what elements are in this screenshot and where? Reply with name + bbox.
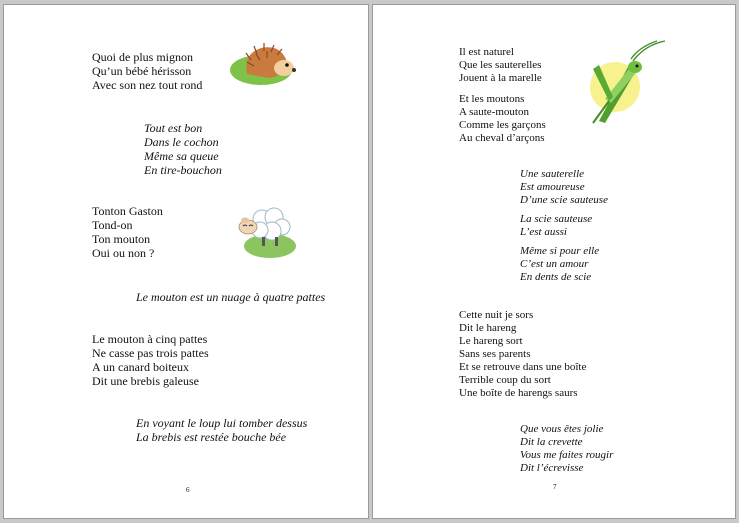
poem-line: Oui ou non ? [92, 246, 155, 260]
poem-line: Sans ses parents [459, 348, 531, 360]
poem-line: Que les sauterelles [459, 59, 542, 71]
poem-stanza-sauterelles [459, 46, 542, 85]
poem-line: Qu’un bébé hérisson [92, 64, 192, 78]
poem-stanza-gaston [92, 204, 163, 260]
poem-line: Que vous êtes jolie [520, 423, 604, 435]
poem-line: Le hareng sort [459, 335, 523, 347]
poem-line: Dit la crevette [520, 436, 583, 448]
poem-line: Même si pour elle [520, 245, 600, 257]
poem-line: Même sa queue [144, 149, 219, 163]
poem-line: Et se retrouve dans une boîte [459, 361, 587, 373]
poem-stanza-cinq-pattes [92, 332, 209, 388]
poem-line: Est amoureuse [520, 181, 585, 193]
poem-line: Dit une brebis galeuse [92, 374, 199, 388]
poem-line: Terrible coup du sort [459, 374, 551, 386]
poem-line: La brebis est restée bouche bée [136, 430, 287, 444]
poem-stanza-crevette [520, 423, 613, 475]
poem-stanza-scie-sauteuse [520, 213, 592, 239]
hedgehog-illustration [229, 40, 299, 90]
poem-stanza-cochon [144, 121, 222, 177]
poem-line: Au cheval d’arçons [459, 132, 545, 144]
poem-line: Le mouton à cinq pattes [92, 332, 208, 346]
poem-line: Tout est bon [144, 121, 203, 135]
sheep-illustration [232, 201, 298, 261]
poem-line: La scie sauteuse [520, 213, 593, 225]
poem-stanza-hedgehog [92, 50, 202, 92]
poem-line: Dit le hareng [459, 322, 517, 334]
grasshopper-illustration [583, 39, 667, 125]
poem-line: Ne casse pas trois pattes [92, 346, 209, 360]
poem-line: D’une scie sauteuse [520, 194, 608, 206]
poem-line: Cette nuit je sors [459, 309, 534, 321]
poem-line: En tire-bouchon [144, 163, 222, 177]
poem-line: Jouent à la marelle [459, 72, 542, 84]
poem-stanza-hareng [459, 309, 586, 400]
page-number: 7 [553, 483, 557, 491]
left-page [3, 4, 369, 519]
poem-stanza-loup [136, 416, 307, 444]
poem-line: A un canard boiteux [92, 360, 189, 374]
poem-line: Quoi de plus mignon [92, 50, 193, 64]
poem-line: Dit l’écrevisse [520, 462, 584, 474]
poem-line: En voyant le loup lui tomber dessus [136, 416, 308, 430]
poem-line: En dents de scie [520, 271, 592, 283]
poem-line: Comme les garçons [459, 119, 546, 131]
poem-line: Il est naturel [459, 46, 514, 58]
poem-line: Avec son nez tout rond [92, 78, 203, 92]
poem-line: Tond-on [92, 218, 133, 232]
right-page [372, 4, 736, 519]
poem-line: L’est aussi [520, 226, 567, 238]
poem-stanza-nuage [136, 290, 325, 304]
page-number: 6 [186, 486, 190, 494]
poem-line: Dans le cochon [144, 135, 219, 149]
poem-stanza-dents-de-scie [520, 245, 599, 284]
poem-line: C’est un amour [520, 258, 589, 270]
poem-line: Ton mouton [92, 232, 151, 246]
poem-line: A saute-mouton [459, 106, 529, 118]
poem-line: Le mouton est un nuage à quatre pattes [136, 290, 326, 304]
poem-line: Une boîte de harengs saurs [459, 387, 578, 399]
poem-stanza-moutons [459, 93, 546, 145]
poem-line: Vous me faites rougir [520, 449, 614, 461]
poem-line: Tonton Gaston [92, 204, 163, 218]
poem-line: Et les moutons [459, 93, 525, 105]
poem-stanza-une-sauterelle [520, 168, 608, 207]
poem-line: Une sauterelle [520, 168, 585, 180]
